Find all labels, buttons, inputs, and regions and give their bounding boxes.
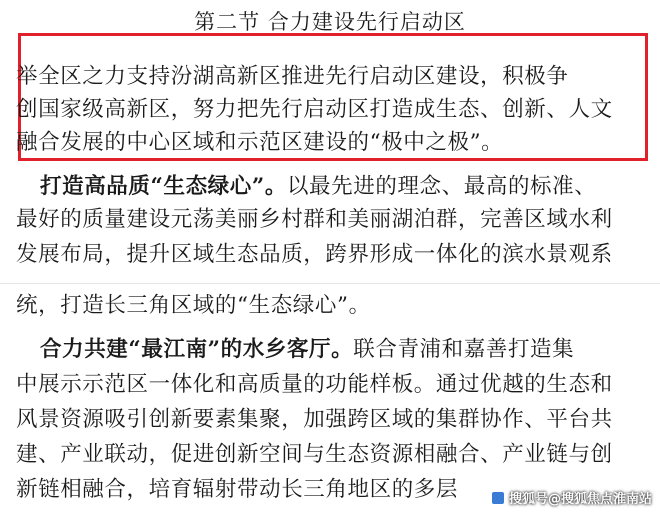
section-title: 第二节 合力建设先行启动区 xyxy=(194,10,466,34)
paragraph2-line1-rest: 以最先进的理念、最高的标准、 xyxy=(286,174,597,199)
paragraph3-line1-rest: 联合青浦和嘉善打造集 xyxy=(353,337,575,362)
paragraph2-line2: 最好的质量建设元荡美丽乡村群和美丽湖泊群，完善区域水利 xyxy=(16,207,613,232)
watermark-text: 搜狐号@搜狐焦点淮南站 xyxy=(508,492,652,507)
watermark xyxy=(491,488,652,507)
paragraph3-line4: 建、产业联动，促进创新空间与生态资源相融合、产业链与创 xyxy=(16,442,613,467)
paragraph1-line3: 融合发展的中心区域和示范区建设的“极中之极”。 xyxy=(16,130,504,155)
paragraph2-line1 xyxy=(40,172,596,202)
paragraph3-line5: 新链相融合，培育辐射带动长三角地区的多层 xyxy=(16,477,459,502)
paragraph2-heading: 打造高品质“生态绿心”。 xyxy=(40,174,287,199)
paragraph1-line1: 举全区之力支持汾湖高新区推进先行启动区建设，积极争 xyxy=(16,64,569,89)
paragraph2-line4: 统，打造长三角区域的“生态绿心”。 xyxy=(16,293,371,318)
page-break-divider xyxy=(0,283,660,284)
paragraph3-line2: 中展示示范区一体化和高质量的功能样板。通过优越的生态和 xyxy=(16,372,613,397)
paragraph3-line1 xyxy=(40,335,574,365)
paragraph3-heading: 合力共建“最江南”的水乡客厅。 xyxy=(40,337,354,362)
paragraph2-line3: 发展布局，提升区域生态品质，跨界形成一体化的滨水景观系 xyxy=(16,242,613,267)
paragraph3-line3: 风景资源吸引创新要素集聚，加强跨区域的集群协作、平台共 xyxy=(16,407,613,432)
sohu-logo-icon xyxy=(491,491,505,505)
paragraph1-line2: 创国家级高新区，努力把先行启动区打造成生态、创新、人文 xyxy=(16,97,613,122)
